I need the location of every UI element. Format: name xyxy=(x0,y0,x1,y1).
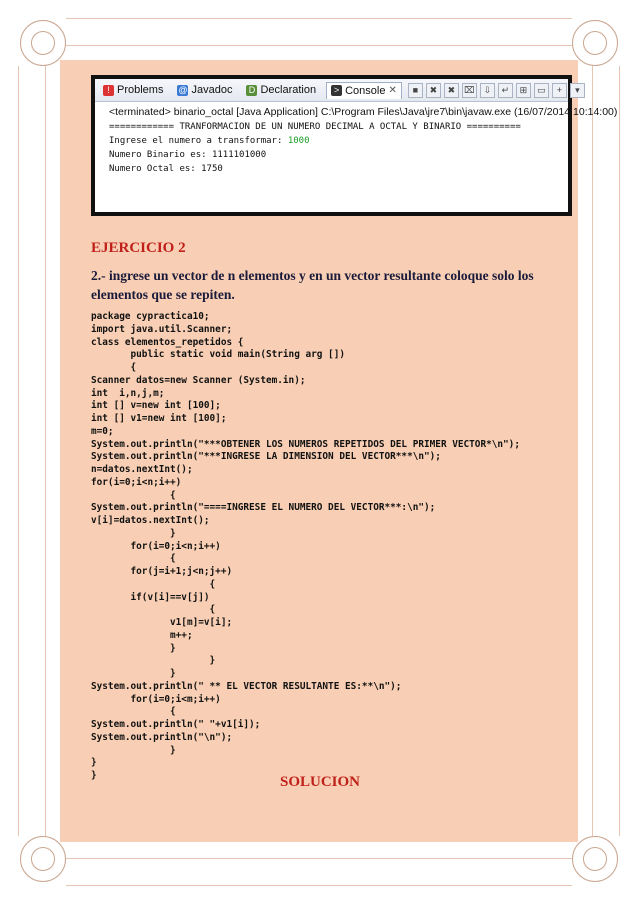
remove-all-icon[interactable]: ✖ xyxy=(444,83,459,98)
code-line: } xyxy=(91,770,97,781)
corner-ornament-icon xyxy=(572,836,618,882)
exercise-heading: EJERCICIO 2 xyxy=(91,240,186,256)
code-line: { xyxy=(91,706,176,718)
corner-ornament-icon xyxy=(572,20,618,66)
code-line: m=0; xyxy=(91,425,114,437)
terminated-line: <terminated> binario_octal [Java Application] C:\Program Files\Java\jre7\bin\javaw.exe (16/07/2014 10:14:00) xyxy=(109,106,618,118)
solution-heading: SOLUCION xyxy=(280,774,361,790)
binario-line: Numero Binario es: 1111101000 xyxy=(109,150,267,160)
view-menu-icon[interactable]: ▾ xyxy=(570,83,585,98)
code-line: public static void main(String arg []) xyxy=(91,349,345,361)
remove-launch-icon[interactable]: ✖ xyxy=(426,83,441,98)
code-line: m++; xyxy=(91,629,193,641)
code-line: System.out.println("***OBTENER LOS NUMEROS REPETIDOS DEL PRIMER VECTOR*\n"); xyxy=(91,438,520,450)
code-line: System.out.println("====INGRESE EL NUMERO DEL VECTOR***:\n"); xyxy=(91,502,436,514)
code-line: Scanner datos=new Scanner (System.in); xyxy=(91,374,306,386)
console-output xyxy=(95,102,618,179)
code-line: } xyxy=(91,744,176,756)
eclipse-console-screenshot xyxy=(91,75,618,216)
display-console-icon[interactable]: ▭ xyxy=(534,83,549,98)
code-line: { xyxy=(91,604,216,616)
clear-console-icon[interactable]: ⌧ xyxy=(462,83,477,98)
scroll-lock-icon[interactable]: ⇩ xyxy=(480,83,495,98)
tab-console[interactable] xyxy=(326,82,402,99)
decorative-ribbon-left xyxy=(18,66,46,836)
code-line: int [] v=new int [100]; xyxy=(91,400,221,412)
code-line: int [] v1=new int [100]; xyxy=(91,413,227,424)
code-line: } xyxy=(91,757,97,769)
code-line: { xyxy=(91,362,137,373)
decorative-ribbon-bottom xyxy=(66,858,572,886)
tab-label: Javadoc xyxy=(191,84,233,96)
code-line: System.out.println("***INGRESE LA DIMENSION DEL VECTOR***\n"); xyxy=(91,451,441,463)
code-line: for(i=0;i<n;i++) xyxy=(91,476,182,488)
tab-label: Problems xyxy=(117,84,164,96)
code-line: n=datos.nextInt(); xyxy=(91,464,193,475)
tab-javadoc[interactable] xyxy=(173,82,236,98)
close-icon[interactable]: ✕ xyxy=(388,85,397,96)
corner-ornament-icon xyxy=(20,836,66,882)
code-line: if(v[i]==v[j]) xyxy=(91,591,210,603)
decorative-ribbon-top xyxy=(66,18,572,46)
word-wrap-icon[interactable]: ↵ xyxy=(498,83,513,98)
code-line: System.out.println("\n"); xyxy=(91,731,233,743)
exercise-prompt: 2.- ingrese un vector de n elementos y en un vector resultante coloque solo los elementos que se repiten. xyxy=(91,268,534,302)
tab-label: Console xyxy=(345,84,386,97)
open-console-icon[interactable]: + xyxy=(552,83,567,98)
console-toolbar xyxy=(408,83,585,98)
declaration-icon: D xyxy=(246,85,257,96)
terminate-icon[interactable]: ■ xyxy=(408,83,423,98)
pin-console-icon[interactable]: ⊞ xyxy=(516,83,531,98)
code-line: { xyxy=(91,553,176,565)
prompt-line: Ingrese el numero a transformar: xyxy=(109,136,288,146)
decorative-ribbon-right xyxy=(592,66,620,836)
console-icon: > xyxy=(331,85,342,96)
view-tab-bar xyxy=(95,79,580,102)
code-line: System.out.println(" ** EL VECTOR RESULTANTE ES:**\n"); xyxy=(91,680,402,692)
code-line: { xyxy=(91,578,216,590)
code-line: package cypractica10; xyxy=(91,311,210,322)
tab-declaration[interactable] xyxy=(242,82,320,98)
code-line: } xyxy=(91,527,176,539)
code-line: class elementos_repetidos { xyxy=(91,336,244,348)
code-line: import java.util.Scanner; xyxy=(91,323,233,335)
code-line: for(i=0;i<m;i++) xyxy=(91,693,221,705)
code-line: v[i]=datos.nextInt(); xyxy=(91,515,210,526)
code-line: for(i=0;i<n;i++) xyxy=(91,540,221,552)
code-line: } xyxy=(91,655,216,667)
user-input-value: 1000 xyxy=(287,136,310,146)
code-line: v1[m]=v[i]; xyxy=(91,617,233,628)
code-line: } xyxy=(91,668,176,679)
code-line: System.out.println(" "+v1[i]); xyxy=(91,719,261,730)
code-line: } xyxy=(91,642,176,654)
problems-icon: ! xyxy=(103,85,114,96)
tab-problems[interactable] xyxy=(99,82,167,98)
code-line: { xyxy=(91,489,176,501)
tab-label: Declaration xyxy=(260,84,317,96)
java-code-listing xyxy=(91,311,520,783)
javadoc-icon: @ xyxy=(178,84,188,95)
code-line: int i,n,j,m; xyxy=(91,387,165,399)
banner-line: ============ TRANFORMACION DE UN NUMERO DECIMAL A OCTAL Y BINARIO ========== xyxy=(109,122,521,132)
octal-line: Numero Octal es: 1750 xyxy=(109,164,223,174)
code-line: for(j=i+1;j<n;j++) xyxy=(91,566,233,577)
